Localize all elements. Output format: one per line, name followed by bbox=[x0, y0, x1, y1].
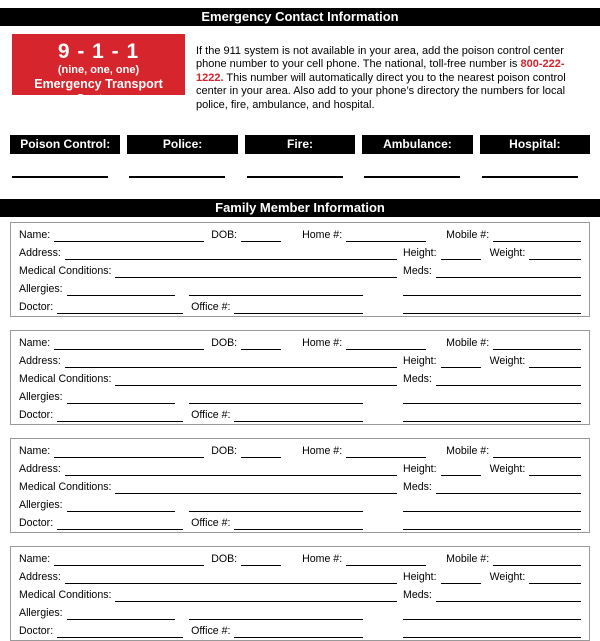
allergies-blank-line bbox=[67, 496, 175, 512]
meds-label: Meds: bbox=[403, 481, 432, 494]
contact-blank-cell-fire bbox=[245, 154, 355, 178]
dob-blank-line bbox=[241, 226, 281, 242]
meds-blank-line bbox=[436, 370, 581, 386]
address-label: Address: bbox=[19, 571, 61, 584]
height-label: Height: bbox=[403, 463, 437, 476]
home-phone-label: Home #: bbox=[302, 445, 343, 458]
allergies-blank-line bbox=[67, 604, 175, 620]
office-phone-label: Office #: bbox=[191, 301, 231, 314]
home-phone-blank-line bbox=[346, 550, 426, 566]
weight-blank-line bbox=[529, 244, 581, 260]
member-row-address bbox=[19, 460, 581, 478]
dob-label: DOB: bbox=[211, 229, 238, 242]
member-row-medical bbox=[19, 370, 581, 388]
doctor-blank-line bbox=[57, 622, 183, 638]
address-blank-line bbox=[65, 460, 397, 476]
family-member-card-3 bbox=[10, 438, 590, 533]
dob-label: DOB: bbox=[211, 337, 238, 350]
medical-conditions-blank-line bbox=[115, 478, 397, 494]
meds-blank-line bbox=[436, 262, 581, 278]
meds-label: Meds: bbox=[403, 589, 432, 602]
doctor-blank-line bbox=[57, 406, 183, 422]
mobile-phone-blank-line bbox=[493, 550, 581, 566]
member-row-allergies bbox=[19, 388, 581, 406]
section-header-emergency-title: Emergency Contact Information bbox=[201, 9, 399, 24]
member-row-address bbox=[19, 352, 581, 370]
poison-control-phone-number: 800-222-1222. bbox=[196, 58, 565, 84]
meds-blank-line-3 bbox=[403, 298, 581, 314]
medical-conditions-label: Medical Conditions: bbox=[19, 481, 112, 494]
contact-label-poison-control: Poison Control: bbox=[10, 135, 120, 154]
meds-blank-line-3 bbox=[403, 406, 581, 422]
address-blank-line bbox=[65, 568, 397, 584]
medical-conditions-label: Medical Conditions: bbox=[19, 373, 112, 386]
mobile-phone-label: Mobile #: bbox=[446, 229, 490, 242]
height-label: Height: bbox=[403, 355, 437, 368]
height-blank-line bbox=[441, 460, 481, 476]
member-row-doctor bbox=[19, 514, 581, 532]
mobile-phone-blank-line bbox=[493, 442, 581, 458]
allergies-blank-line-2 bbox=[189, 388, 363, 404]
allergies-label: Allergies: bbox=[19, 391, 63, 404]
medical-conditions-label: Medical Conditions: bbox=[19, 589, 112, 602]
allergies-label: Allergies: bbox=[19, 283, 63, 296]
member-row-name bbox=[19, 334, 581, 352]
meds-blank-line-2 bbox=[403, 280, 581, 296]
member-row-medical bbox=[19, 478, 581, 496]
mobile-phone-label: Mobile #: bbox=[446, 553, 490, 566]
member-row-name bbox=[19, 550, 581, 568]
family-member-card-4 bbox=[10, 546, 590, 641]
contact-label-fire: Fire: bbox=[245, 135, 355, 154]
meds-blank-line-2 bbox=[403, 388, 581, 404]
911-system-label: Emergency Transport System bbox=[34, 77, 163, 106]
meds-blank-line-3 bbox=[403, 622, 581, 638]
contact-blank-cell-hospital bbox=[480, 154, 590, 178]
height-blank-line bbox=[441, 352, 481, 368]
allergies-blank-line-2 bbox=[189, 496, 363, 512]
office-phone-blank-line bbox=[234, 514, 363, 530]
section-header-family-title: Family Member Information bbox=[215, 200, 385, 216]
member-row-allergies bbox=[19, 604, 581, 622]
contact-label-ambulance: Ambulance: bbox=[362, 135, 472, 154]
member-row-address bbox=[19, 244, 581, 262]
contact-label-hospital: Hospital: bbox=[480, 135, 590, 154]
office-phone-blank-line bbox=[234, 406, 363, 422]
mobile-phone-label: Mobile #: bbox=[446, 445, 490, 458]
emergency-contacts-row bbox=[10, 135, 590, 154]
contact-blank-line-ambulance bbox=[364, 176, 460, 178]
911-badge bbox=[12, 34, 185, 106]
name-blank-line bbox=[54, 226, 204, 242]
height-label: Height: bbox=[403, 571, 437, 584]
intro-paragraph bbox=[196, 45, 590, 112]
contact-blank-cell-police bbox=[127, 154, 237, 178]
office-phone-label: Office #: bbox=[191, 517, 231, 530]
allergies-blank-line bbox=[67, 280, 175, 296]
member-row-address bbox=[19, 568, 581, 586]
member-row-doctor bbox=[19, 622, 581, 640]
911-number: 9 - 1 - 1 bbox=[57, 40, 140, 63]
mobile-phone-blank-line bbox=[493, 226, 581, 242]
family-member-card-1 bbox=[10, 222, 590, 317]
dob-blank-line bbox=[241, 442, 281, 458]
home-phone-blank-line bbox=[346, 226, 426, 242]
allergies-blank-line-2 bbox=[189, 604, 363, 620]
contact-blank-line-poison-control bbox=[12, 176, 108, 178]
member-row-allergies bbox=[19, 280, 581, 298]
weight-label: Weight: bbox=[489, 247, 526, 260]
allergies-blank-line-2 bbox=[189, 280, 363, 296]
weight-blank-line bbox=[529, 352, 581, 368]
section-header-emergency bbox=[0, 8, 600, 26]
dob-blank-line bbox=[241, 550, 281, 566]
mobile-phone-blank-line bbox=[493, 334, 581, 350]
contact-blank-line-hospital bbox=[482, 176, 578, 178]
weight-blank-line bbox=[529, 568, 581, 584]
emergency-contacts-blank-lines bbox=[10, 154, 590, 178]
name-label: Name: bbox=[19, 337, 51, 350]
doctor-blank-line bbox=[57, 298, 183, 314]
doctor-label: Doctor: bbox=[19, 301, 54, 314]
home-phone-blank-line bbox=[346, 334, 426, 350]
office-phone-label: Office #: bbox=[191, 409, 231, 422]
meds-blank-line-2 bbox=[403, 496, 581, 512]
intro-text-after: This number will automatically direct you to the nearest poison control center in your area. Also add to your phone’s directory the numbers for local police, fire, ambulance, and hospital. bbox=[196, 71, 566, 111]
member-row-doctor bbox=[19, 298, 581, 316]
contact-label-police: Police: bbox=[127, 135, 237, 154]
contact-blank-line-fire bbox=[247, 176, 343, 178]
allergies-label: Allergies: bbox=[19, 499, 63, 512]
contact-blank-line-police bbox=[129, 176, 225, 178]
doctor-label: Doctor: bbox=[19, 625, 54, 638]
intro-text-before: If the 911 system is not available in your area, add the poison control center phone number to your cell phone. The national, toll-free number is bbox=[196, 45, 564, 71]
member-row-name bbox=[19, 226, 581, 244]
home-phone-label: Home #: bbox=[302, 337, 343, 350]
dob-blank-line bbox=[241, 334, 281, 350]
medical-conditions-label: Medical Conditions: bbox=[19, 265, 112, 278]
office-phone-blank-line bbox=[234, 622, 363, 638]
office-phone-blank-line bbox=[234, 298, 363, 314]
allergies-blank-line bbox=[67, 388, 175, 404]
name-blank-line bbox=[54, 550, 204, 566]
address-label: Address: bbox=[19, 355, 61, 368]
medical-conditions-blank-line bbox=[115, 370, 397, 386]
name-label: Name: bbox=[19, 553, 51, 566]
meds-blank-line-2 bbox=[403, 604, 581, 620]
dob-label: DOB: bbox=[211, 445, 238, 458]
height-blank-line bbox=[441, 244, 481, 260]
weight-label: Weight: bbox=[489, 571, 526, 584]
office-phone-label: Office #: bbox=[191, 625, 231, 638]
meds-label: Meds: bbox=[403, 373, 432, 386]
contact-blank-cell-poison-control bbox=[10, 154, 120, 178]
height-blank-line bbox=[441, 568, 481, 584]
member-row-allergies bbox=[19, 496, 581, 514]
meds-blank-line bbox=[436, 478, 581, 494]
address-label: Address: bbox=[19, 247, 61, 260]
911-words: (nine, one, one) bbox=[57, 64, 140, 76]
contact-blank-cell-ambulance bbox=[362, 154, 472, 178]
meds-label: Meds: bbox=[403, 265, 432, 278]
member-row-doctor bbox=[19, 406, 581, 424]
doctor-blank-line bbox=[57, 514, 183, 530]
intro-section bbox=[12, 34, 590, 123]
name-blank-line bbox=[54, 442, 204, 458]
member-row-name bbox=[19, 442, 581, 460]
dob-label: DOB: bbox=[211, 553, 238, 566]
home-phone-blank-line bbox=[346, 442, 426, 458]
section-header-family bbox=[0, 199, 600, 217]
medical-conditions-blank-line bbox=[115, 262, 397, 278]
name-label: Name: bbox=[19, 445, 51, 458]
weight-label: Weight: bbox=[489, 355, 526, 368]
doctor-label: Doctor: bbox=[19, 517, 54, 530]
home-phone-label: Home #: bbox=[302, 229, 343, 242]
medical-conditions-blank-line bbox=[115, 586, 397, 602]
home-phone-label: Home #: bbox=[302, 553, 343, 566]
doctor-label: Doctor: bbox=[19, 409, 54, 422]
address-label: Address: bbox=[19, 463, 61, 476]
height-label: Height: bbox=[403, 247, 437, 260]
name-label: Name: bbox=[19, 229, 51, 242]
member-row-medical bbox=[19, 586, 581, 604]
meds-blank-line bbox=[436, 586, 581, 602]
address-blank-line bbox=[65, 352, 397, 368]
address-blank-line bbox=[65, 244, 397, 260]
weight-blank-line bbox=[529, 460, 581, 476]
weight-label: Weight: bbox=[489, 463, 526, 476]
allergies-label: Allergies: bbox=[19, 607, 63, 620]
mobile-phone-label: Mobile #: bbox=[446, 337, 490, 350]
family-member-card-2 bbox=[10, 330, 590, 425]
member-row-medical bbox=[19, 262, 581, 280]
emergency-contact-form bbox=[0, 8, 600, 638]
meds-blank-line-3 bbox=[403, 514, 581, 530]
family-member-list bbox=[0, 222, 600, 641]
name-blank-line bbox=[54, 334, 204, 350]
